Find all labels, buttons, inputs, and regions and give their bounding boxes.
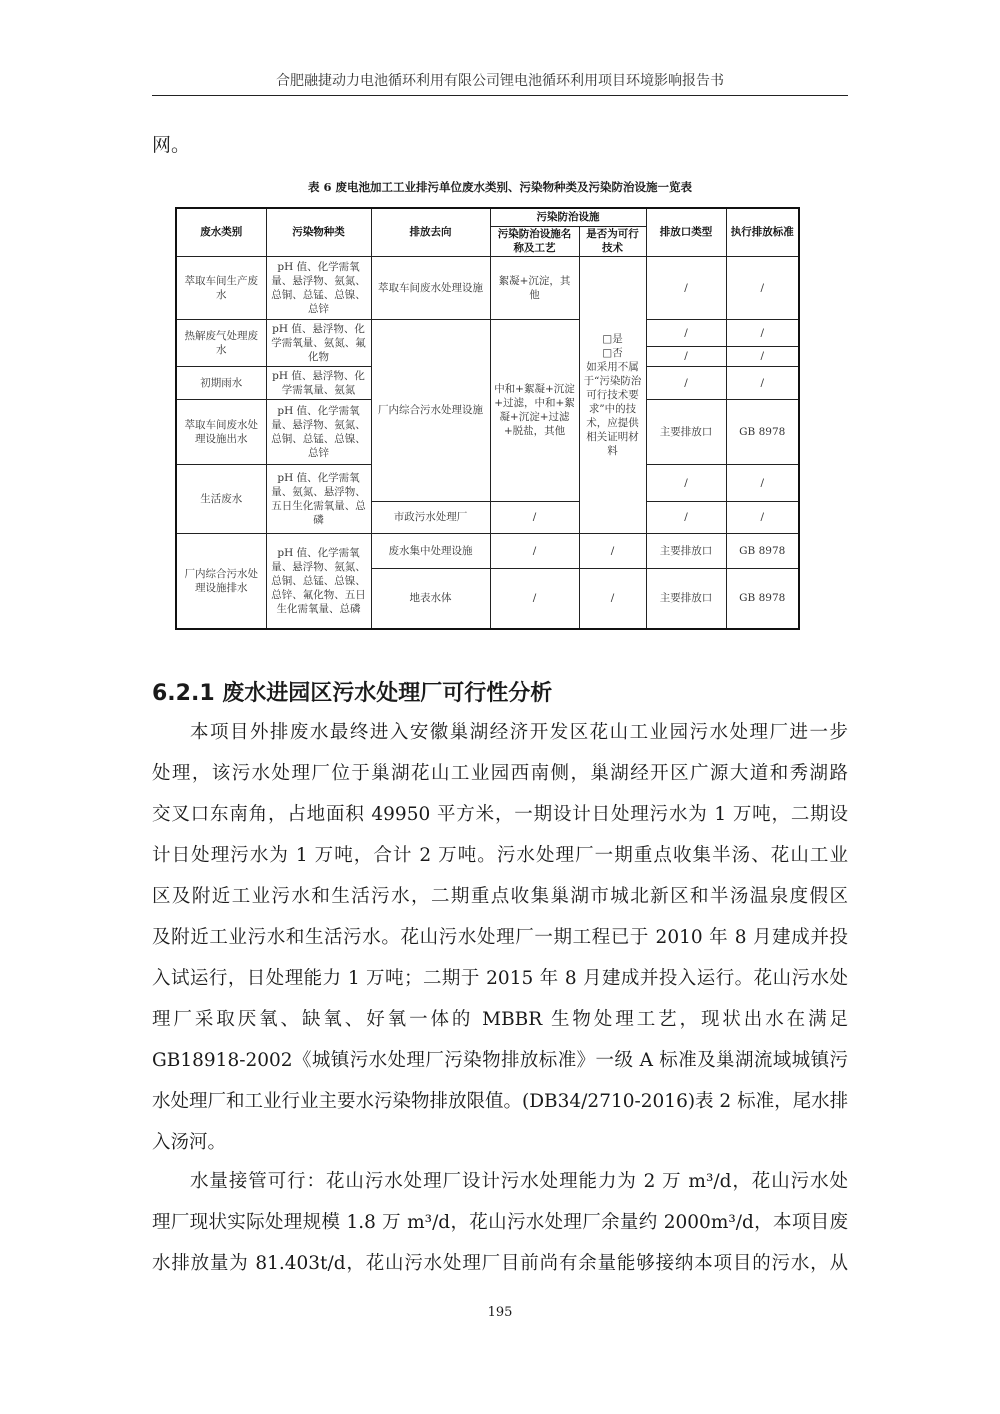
text-line: 处理，该污水处理厂位于巢湖花山工业园西南侧，巢湖经开区广源大道和秀湖路 <box>152 763 848 784</box>
table-row <box>176 533 799 568</box>
header-destination: 排放去向 <box>371 208 490 256</box>
table-row <box>176 256 799 319</box>
continued-text: 网。 <box>152 134 191 156</box>
cell-standard: GB 8978 <box>726 399 799 464</box>
cell-feasible: / <box>579 533 646 568</box>
page-number: 195 <box>487 1305 513 1320</box>
text-line: 水排放量为 81.403t/d，花山污水处理厂目前尚有余量能够接纳本项目的污水，从 <box>152 1253 848 1274</box>
text-line: 入汤河。 <box>152 1132 227 1153</box>
cell-pollutants: pH 值、化学需氧量、悬浮物、氨氮、总铜、总锰、总镍、总锌 <box>266 399 371 464</box>
wastewater-table <box>175 207 800 630</box>
cell-standard: / <box>726 464 799 501</box>
cell-destination: 市政污水处理厂 <box>371 501 490 533</box>
cell-outlet: 主要排放口 <box>646 568 726 629</box>
text-line: 水处理厂和工业行业主要水污染物排放限值。(DB34/2710-2016)表 2 标准，尾水排 <box>152 1091 848 1112</box>
paragraph-2 <box>152 1161 848 1284</box>
cell-type: 厂内综合污水处理设施排水 <box>176 533 266 629</box>
cell-outlet: / <box>646 346 726 366</box>
cell-standard: / <box>726 501 799 533</box>
cell-standard: / <box>726 346 799 366</box>
cell-facility: 絮凝+沉淀，其他 <box>490 256 579 319</box>
table-caption: 表 6 废电池加工工业排污单位废水类别、污染物种类及污染防治设施一览表 <box>307 180 692 194</box>
header-standard: 执行排放标准 <box>726 208 799 256</box>
section-heading: 6.2.1 废水进园区污水处理厂可行性分析 <box>152 681 553 706</box>
cell-destination: 地表水体 <box>371 568 490 629</box>
text-line: 理厂现状实际处理规模 1.8 万 m³/d，花山污水处理厂余量约 2000m³/d，本项目废 <box>152 1212 848 1233</box>
cell-type: 热解废气处理废水 <box>176 319 266 366</box>
cell-facility: / <box>490 533 579 568</box>
cell-standard: / <box>726 319 799 346</box>
cell-type: 生活废水 <box>176 464 266 533</box>
cell-facility: / <box>490 501 579 533</box>
cell-standard: GB 8978 <box>726 568 799 629</box>
cell-pollutants: pH 值、悬浮物、化学需氧量、氨氮 <box>266 366 371 399</box>
paragraph-1 <box>152 712 848 1163</box>
text-line: 区及附近工业污水和生活污水，二期重点收集巢湖市城北新区和半汤温泉度假区 <box>152 886 848 907</box>
cell-pollutants: pH 值、化学需氧量、悬浮物、氨氮、总铜、总锰、总镍、总锌 <box>266 256 371 319</box>
text-line: 交叉口东南角，占地面积 49950 平方米，一期设计日处理污水为 1 万吨，二期设 <box>152 804 848 825</box>
text-line: 入试运行，日处理能力 1 万吨；二期于 2015 年 8 月建成并投入运行。花山污水处 <box>152 968 848 989</box>
cell-outlet: / <box>646 366 726 399</box>
cell-outlet: / <box>646 319 726 346</box>
cell-feasible: □是 □否 如采用不属于“污染防治可行技术要求”中的技术，应提供相关证明材料 <box>579 256 646 533</box>
text-line: 及附近工业污水和生活污水。花山污水处理厂一期工程已于 2010 年 8 月建成并投 <box>152 927 848 948</box>
header-feasible: 是否为可行技术 <box>579 226 646 256</box>
text-line: 水量接管可行：花山污水处理厂设计污水处理能力为 2 万 m³/d，花山污水处 <box>190 1171 848 1192</box>
cell-destination: 废水集中处理设施 <box>371 533 490 568</box>
text-line: 理厂采取厌氧、缺氧、好氧一体的 MBBR 生物处理工艺，现状出水在满足 <box>152 1009 848 1030</box>
cell-type: 初期雨水 <box>176 366 266 399</box>
cell-outlet: 主要排放口 <box>646 399 726 464</box>
cell-pollutants: pH 值、化学需氧量、氨氮、悬浮物、五日生化需氧量、总磷 <box>266 464 371 533</box>
text-line: 本项目外排废水最终进入安徽巢湖经济开发区花山工业园污水处理厂进一步 <box>190 722 848 743</box>
page-header: 合肥融捷动力电池循环利用有限公司锂电池循环利用项目环境影响报告书 <box>276 73 724 89</box>
cell-outlet: 主要排放口 <box>646 533 726 568</box>
header-pollutants: 污染物种类 <box>266 208 371 256</box>
header-divider <box>152 95 848 96</box>
cell-type: 萃取车间生产废水 <box>176 256 266 319</box>
cell-standard: / <box>726 256 799 319</box>
cell-destination: 厂内综合污水处理设施 <box>371 319 490 501</box>
cell-facility: 中和+絮凝+沉淀+过滤，中和+絮凝+沉淀+过滤+脱盐，其他 <box>490 319 579 501</box>
header-group: 污染防治设施 <box>490 208 646 226</box>
cell-outlet: / <box>646 256 726 319</box>
cell-type: 萃取车间废水处理设施出水 <box>176 399 266 464</box>
text-line: 计日处理污水为 1 万吨，合计 2 万吨。污水处理厂一期重点收集半汤、花山工业 <box>152 845 848 866</box>
cell-destination: 萃取车间废水处理设施 <box>371 256 490 319</box>
header-facility: 污染防治设施名称及工艺 <box>490 226 579 256</box>
table-row <box>176 319 799 346</box>
cell-outlet: / <box>646 464 726 501</box>
cell-facility: / <box>490 568 579 629</box>
header-type: 废水类别 <box>176 208 266 256</box>
cell-pollutants: pH 值、悬浮物、化学需氧量、氨氮、氟化物 <box>266 319 371 366</box>
cell-outlet: / <box>646 501 726 533</box>
text-line: GB18918-2002《城镇污水处理厂污染物排放标准》一级 A 标准及巢湖流域城镇污 <box>152 1050 848 1071</box>
header-outlet: 排放口类型 <box>646 208 726 256</box>
cell-standard: GB 8978 <box>726 533 799 568</box>
cell-standard: / <box>726 366 799 399</box>
cell-pollutants: pH 值、化学需氧量、悬浮物、氨氮、总铜、总锰、总镍、总锌、氟化物、五日生化需氧量、总磷 <box>266 533 371 629</box>
cell-feasible: / <box>579 568 646 629</box>
